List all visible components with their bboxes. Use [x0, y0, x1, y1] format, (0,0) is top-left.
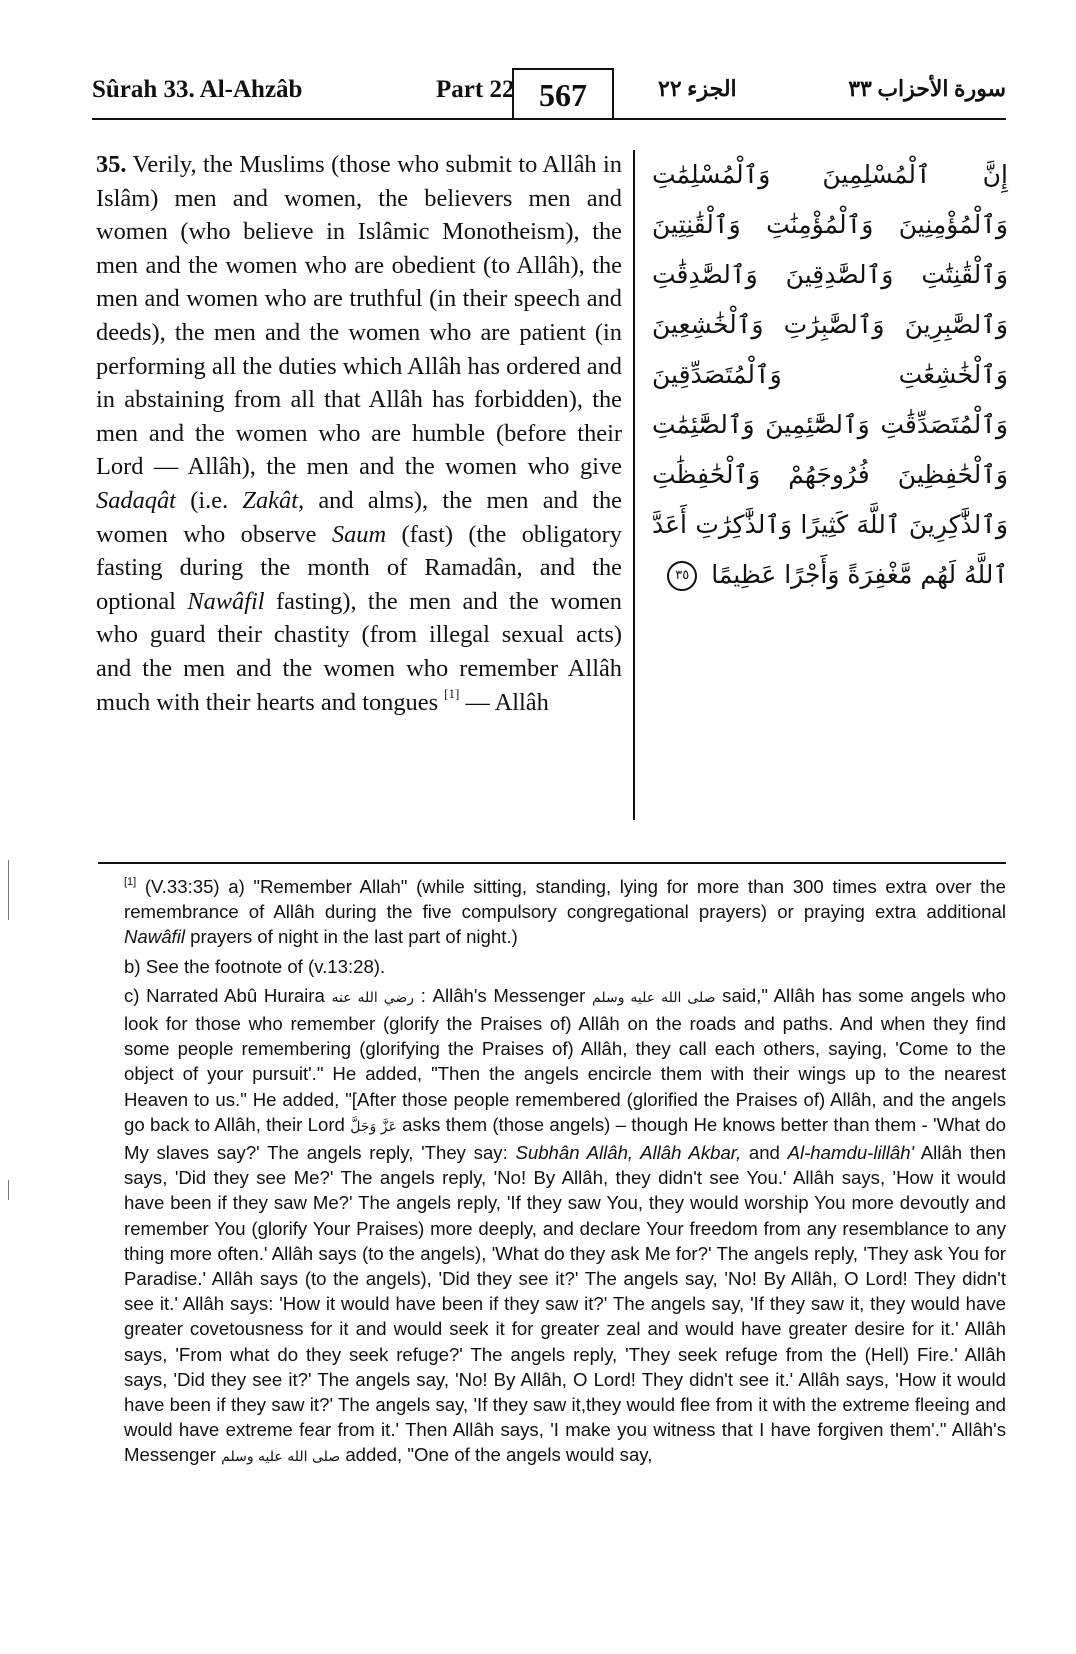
- term-nawafil: Nawâfil: [124, 926, 185, 948]
- arabic-honorific: صلى الله عليه وسلم: [592, 989, 716, 1006]
- footnote-a: [124, 874, 1006, 950]
- verse-number: 35.: [96, 151, 127, 178]
- footnote-c: [124, 983, 1006, 1471]
- text-segment: Verily, the Muslims (those who submit to Allâh in Islâm) men and women, the believers men and women (who believe in Islâmic Monotheism), the men and the women who are obedient (to Allâh), the men and women who are truthful (in their speech and deeds), the men and the women who are patient (in performing all the duties which Allâh has ordered and in abstaining from all that Allâh has forbidden), the men and the women who are humble (before their Lord — Allâh), the men and the women who give: [96, 151, 622, 481]
- text-segment: and: [741, 1142, 788, 1164]
- footnote-divider: [98, 862, 1006, 864]
- text-segment: (fast) (the obligatory fasting during the month of Ramadân, and the optional: [96, 520, 622, 615]
- column-divider: [633, 150, 635, 820]
- term-subhan-allah: Subhân Allâh, Allâh Akbar,: [515, 1142, 742, 1164]
- text-segment: : Allâh's Messenger: [414, 984, 593, 1006]
- surah-title-english: Sûrah 33. Al-Ahzâb: [92, 76, 303, 103]
- header-divider: [92, 118, 1006, 120]
- arabic-honorific: عَزَّ وَجَلَّ: [350, 1118, 397, 1135]
- ayah-end-marker: ٣٥: [667, 561, 697, 591]
- footnote-marker: [1]: [124, 876, 137, 888]
- term-saum: Saum: [331, 520, 387, 548]
- arabic-verse-text: إِنَّ ٱلْمُسْلِمِينَ وَٱلْمُسْلِمَٰتِ وَٱلْمُؤْمِنِينَ وَٱلْمُؤْمِنَٰتِ وَٱلْقَٰنِتِينَ وَٱلْقَٰنِتَٰتِ وَٱلصَّٰدِقِينَ وَٱلصَّٰدِقَٰتِ وَٱلصَّٰبِرِينَ وَٱلصَّٰبِرَٰتِ وَٱلْخَٰشِعِينَ وَٱلْخَٰشِعَٰتِ وَٱلْمُتَصَدِّقِينَ وَٱلْمُتَصَدِّقَٰتِ وَٱلصَّٰٓئِمِينَ وَٱلصَّٰٓئِمَٰتِ وَٱلْحَٰفِظِينَ فُرُوجَهُمْ وَٱلْحَٰفِظَٰتِ وَٱلذَّٰكِرِينَ ٱللَّهَ كَثِيرًا وَٱلذَّٰكِرَٰتِ أَعَدَّ ٱللَّهُ لَهُم مَّغْفِرَةً وَأَجْرًا عَظِيمًا: [652, 160, 1008, 589]
- text-segment: said," Allâh has some angels who look for those who remember (glorify the Praises of) Allâh on the roads and paths. And when they find some people remembering (glorifying the Praises of) Allâh, they call each others, saying, 'Come to the object of your pursuit'." He added, "Then the angels encircle them with their wings up to the nearest Heaven to us." He added, "[After those people remembered (glorified the Praises of) Allâh, and the angels go back to Allâh, their Lord: [124, 984, 1006, 1135]
- text-segment: prayers of night in the last part of night.): [184, 926, 518, 948]
- arabic-verse: [652, 150, 1008, 600]
- scan-mark: [8, 1180, 9, 1200]
- arabic-honorific: رضي الله عنه: [331, 989, 415, 1006]
- part-label-english: Part 22: [436, 76, 515, 103]
- text-segment: (V.33:35) a) "Remember Allah" (while sitting, standing, lying for more than 300 times extra over the remembrance of Allâh during the five compulsory congregational prayers) or praying extra additional: [124, 876, 1006, 923]
- text-segment: (i.e.: [175, 486, 243, 514]
- page-number: 567: [512, 68, 614, 118]
- text-segment: Allâh then says, 'Did they see Me?' The angels reply, 'No! By Allâh, they didn't see You.' Allâh says, 'How it would have been if they saw Me?' The angels reply, 'If they saw You, they would worship You more devoutly and remember You (glorify Your Praises) more deeply, and declare Your freedom from any resemblance to any thing more often.' Allâh says (to the angels), 'What do they ask Me for?' The angels reply, 'They ask You for Paradise.' Allâh says (to the angels), 'Did they see it?' The angels say, 'No! By Allâh, O Lord! They didn't see it.' Allâh says: 'How it would have been if they saw it?' The angels say, 'If they saw it, they would have greater covetousness for it and would seek it for greater zeal and would have greater desire for it.' Allâh says, 'From what do they seek refuge?' The angels reply, 'They seek refuge from the (Hell) Fire.' Allâh says, 'Did they see it?' The angels say, 'No! By Allâh, O Lord! They didn't see it.' Allâh says, 'How it would have been if they saw it?' The angels say, 'If they saw it,they would flee from it with the extreme fleeing and would have extreme fear from it.' Then Allâh says, 'I make you witness that I have forgiven them'." Allâh's Messenger: [124, 1142, 1007, 1466]
- term-alhamdulillah: Al-hamdu-lillâh': [787, 1142, 915, 1164]
- text-segment: and alms), the men and the women who observe: [96, 486, 622, 548]
- page-header: [92, 66, 1006, 126]
- term-zakat: Zakât,: [242, 486, 305, 514]
- text-segment: c) Narrated Abû Huraira: [124, 984, 332, 1006]
- surah-title-arabic: سورة الأحزاب ٣٣: [848, 76, 1006, 101]
- arabic-honorific: صلى الله عليه وسلم: [221, 1449, 341, 1466]
- scan-mark: [8, 860, 9, 920]
- term-sadaqat: Sadaqât: [96, 486, 176, 514]
- footnote-b: b) See the footnote of (v.13:28).: [124, 955, 386, 977]
- text-segment: fasting), the men and the women who guard their chastity (from illegal sexual acts) and the men and the women who remember Allâh much with their hearts and tongues: [96, 587, 622, 716]
- footnote-reference: [1]: [444, 685, 460, 701]
- part-label-arabic: الجزء ٢٢: [658, 76, 737, 101]
- text-segment: added, "One of the angels would say,: [340, 1444, 653, 1466]
- term-nawafil: Nawâfil: [187, 587, 265, 615]
- english-translation: [96, 148, 622, 719]
- verse-35-english: [96, 148, 622, 719]
- text-segment: asks them (those angels) – though He knows better than them - 'What do My slaves say?' The angels reply, 'They say:: [124, 1113, 1006, 1164]
- text-segment: — Allâh: [459, 688, 549, 716]
- footnotes: [124, 874, 1006, 1475]
